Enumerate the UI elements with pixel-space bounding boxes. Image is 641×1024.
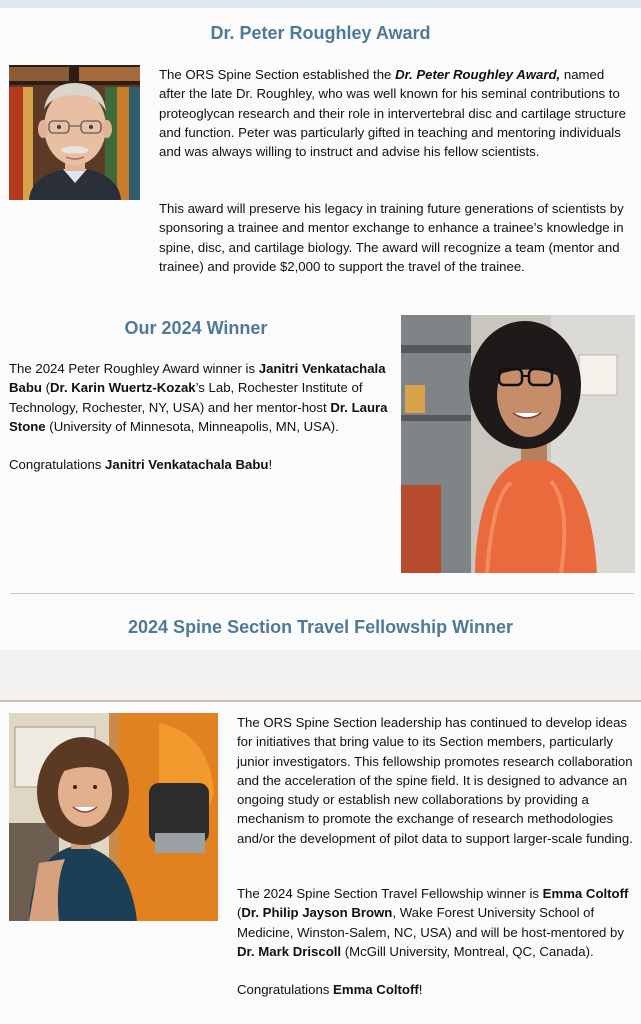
winner-2024-photo — [401, 315, 635, 573]
roughley-description-2: This award will preserve his legacy in training future generations of scientists by sponsoring a trainee and mentor exchange to enhance a trainee’s knowledge in spine, disc, and cartilage biology. The award will recognize a team (mentor and trainee) and provide $2,000 to support the travel of the trainee. — [159, 201, 624, 274]
band-divider — [0, 700, 641, 702]
fellowship-winner-name: Emma Coltoff — [542, 886, 629, 901]
winner-name: Janitri Venkatachala Babu — [9, 361, 386, 396]
award-name: Dr. Peter Roughley Award, — [395, 67, 561, 82]
section-divider — [10, 593, 634, 594]
winner-lab-pi: Dr. Karin Wuertz-Kozak — [50, 380, 196, 396]
roughley-award-title: Dr. Peter Roughley Award — [210, 23, 431, 43]
fellowship-host: Dr. Mark Driscoll — [237, 943, 342, 959]
winner-host: Dr. Laura Stone — [9, 399, 388, 434]
fellowship-winner-text: The 2024 Spine Section Travel Fellowship winner is Emma Coltoff (Dr. Philip Jayson Brown, Wake Forest University School of Medicine, Winston-Salem, NC, USA) and will be host-mentored by Dr. Mark Driscoll (McGill University, Montreal, QC, Canada). Congratulations Emma Coltoff! — [237, 886, 629, 998]
fellowship-lab-pi: Dr. Philip Jayson Brown — [241, 905, 393, 921]
winner-2024-description: The 2024 Peter Roughley Award winner is Janitri Venkatachala Babu (Dr. Karin Wuertz-Kozak’s Lab, Rochester Institute of Technology, Rochester, NY, USA) and her mentor-host Dr. Laura Stone (University of Minnesota, Minneapolis, MN, USA). Congratulations Janitri Venkatachala Babu! — [9, 361, 388, 473]
winner-2024-title: Our 2024 Winner — [124, 318, 268, 338]
fellowship-title: 2024 Spine Section Travel Fellowship Winner — [128, 617, 513, 637]
fellowship-winner-photo — [9, 713, 218, 921]
roughley-description-1: The ORS Spine Section established the Dr. Peter Roughley Award, named after the late Dr. Roughley, who was well known for his seminal contributions to proteoglycan research and their role in intervertebral disc and cartilage structure and function. Peter was particularly gifted in teaching and mentoring individuals and was always willing to instruct and advise his fellow scientists. — [159, 67, 626, 160]
top-banner-strip — [0, 0, 641, 8]
spacer-band — [0, 650, 641, 700]
roughley-portrait-photo — [9, 65, 140, 200]
fellowship-description: The ORS Spine Section leadership has continued to develop ideas for initiatives that bring value to its Section members, particularly junior investigators. This fellowship promotes research collaboration and the acceleration of the spine field. It is designed to advance an ongoing study or establish new collaborations by providing a mechanism to promote the exchange of research methodologies and/or the development of pilot data to support larger-scale funding. — [237, 715, 633, 846]
